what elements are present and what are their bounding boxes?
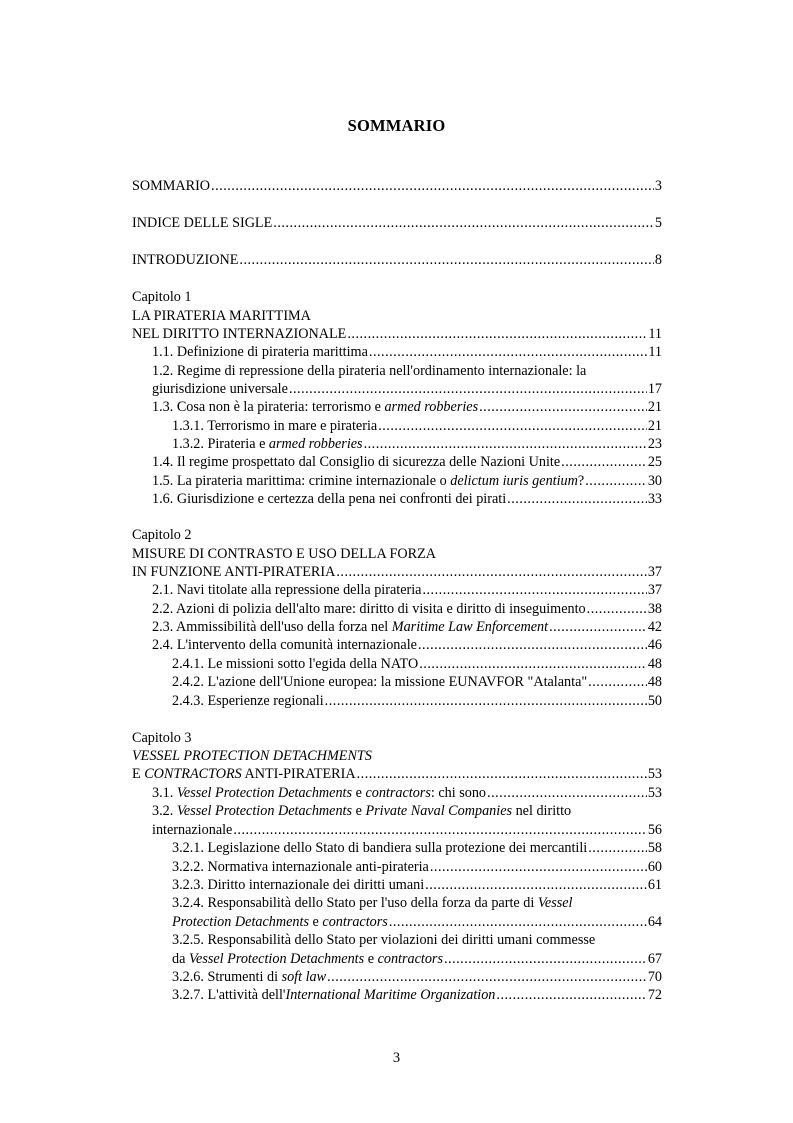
toc-entry-title [152,618,548,636]
toc-leader-dots [587,600,647,618]
toc-entry-italic: delictum iuris gentium [450,473,578,489]
toc-entry-title [132,289,192,305]
toc-leader-dots [588,839,647,857]
toc-leader-dots [430,858,647,876]
toc-leader-dots [389,913,647,931]
toc-entry-title [172,655,418,673]
toc-entry [132,177,662,195]
toc-entry [172,950,662,968]
toc-page-number: 42 [647,619,662,635]
toc-entry-title [172,417,377,435]
toc-entry-italic: armed robberies [384,399,479,415]
toc-entry-text: 3.2.2. Normativa internazionale anti-pirateria [172,859,429,875]
toc-entry-text: 3.1. [152,785,177,801]
toc-page-number: 60 [647,859,662,875]
toc-entry [172,931,595,949]
toc-entry-text: e [352,785,366,801]
toc-entry-title [172,673,587,691]
toc-entry [132,729,192,747]
toc-entry [152,581,662,599]
toc-page-number: 37 [647,582,662,598]
toc-entry-text: MISURE DI CONTRASTO E USO DELLA FORZA [132,546,436,562]
toc-entry-text: E [132,766,145,782]
toc-entry-text: SOMMARIO [132,178,211,194]
toc-entry [152,618,662,636]
toc-entry-italic: Maritime Law Enforcement [391,619,549,635]
toc-entry-text: e [364,951,378,967]
toc-entry-text: giurisdizione universale [152,381,288,397]
toc-entry-title [152,398,478,416]
toc-page-number: 37 [647,564,662,580]
toc-entry-text: 1.3.1. Terrorismo in mare e pirateria [172,418,378,434]
page-title: SOMMARIO [347,116,446,135]
toc-entry [172,913,662,931]
toc-entry-italic: contractors [365,785,431,801]
toc-entry [152,343,662,361]
toc-entry-text: LA PIRATERIA MARITTIMA [132,308,311,324]
toc-entry [172,839,662,857]
toc-leader-dots [211,177,654,195]
toc-entry [152,398,662,416]
toc-entry-text: 3.2.1. Legislazione dello Stato di bandiera sulla protezione dei mercantili [172,840,588,856]
toc-page-number: 72 [647,987,662,1003]
toc-page-number: 58 [647,840,662,856]
toc-entry-text: 3.2.6. Strumenti di [172,969,282,985]
toc-entry-italic: contractors [377,951,443,967]
toc-entry-title [172,435,363,453]
toc-entry [152,380,662,398]
toc-entry-title [132,177,210,195]
toc-leader-dots [327,968,647,986]
toc-entry [152,490,662,508]
toc-entry [132,526,192,544]
toc-entry-title [152,600,586,618]
toc-page-number: 11 [648,344,662,360]
toc-entry-italic: CONTRACTORS [144,766,242,782]
toc-entry [132,747,372,765]
toc-entry-text: Capitolo 3 [132,730,192,746]
toc-entry-title [152,581,421,599]
toc-entry-text: ANTI-PIRATERIA [241,766,356,782]
toc-entry-title [172,932,595,948]
toc-entry-italic: soft law [281,969,327,985]
toc-entry [172,876,662,894]
toc-leader-dots [496,986,646,1004]
toc-page-number: 67 [647,951,662,967]
toc-entry-text: 2.4.2. L'azione dell'Unione europea: la missione EUNAVFOR "Atalanta" [172,674,588,690]
toc-leader-dots [357,765,647,783]
toc-entry-title [132,748,372,764]
toc-entry [172,968,662,986]
toc-page-number: 50 [647,693,662,709]
toc-entry-title [132,214,272,232]
toc-page-number: 11 [648,326,662,342]
toc-entry-text: Capitolo 2 [132,527,192,543]
toc-leader-dots [289,380,647,398]
toc-entry [152,600,662,618]
toc-page-number: 21 [647,399,662,415]
toc-entry [172,692,662,710]
toc-leader-dots [549,618,647,636]
toc-entry-italic: VESSEL PROTECTION DETACHMENTS [132,748,372,764]
toc-entry [132,288,192,306]
toc-entry-italic: Protection Detachments [172,914,309,930]
toc-entry [132,214,662,232]
toc-entry [132,251,662,269]
toc-entry-title [152,784,486,802]
toc-entry-text: 3.2.5. Responsabilità dello Stato per violazioni dei diritti umani commesse [172,932,596,948]
toc-entry-text: 2.4. L'intervento della comunità internazionale [152,637,417,653]
toc-entry-text: 1.6. Giurisdizione e certezza della pena nei confronti dei pirati [152,491,507,507]
toc-entry-text: NEL DIRITTO INTERNAZIONALE [132,326,347,342]
toc-entry-title [152,821,232,839]
toc-entry-text: 3.2.3. Diritto internazionale dei diritti umani [172,877,425,893]
toc-entry-text: 1.3. Cosa non è la pirateria: terrorismo e [152,399,385,415]
toc-leader-dots [422,581,646,599]
toc-leader-dots [487,784,647,802]
toc-entry [132,765,662,783]
toc-entry-text: 3.2.7. L'attività dell' [172,987,286,1003]
toc-entry [172,858,662,876]
toc-entry-title [152,636,417,654]
toc-entry [152,362,586,380]
toc-entry [132,307,311,325]
toc-entry [172,894,573,912]
toc-entry-title [172,986,495,1004]
toc-entry-text: 1.3.2. Pirateria e [172,436,269,452]
toc-entry-text: 1.4. Il regime prospettato dal Consiglio di sicurezza delle Nazioni Unite [152,454,561,470]
toc-leader-dots [369,343,647,361]
toc-leader-dots [239,251,654,269]
toc-leader-dots [378,417,647,435]
toc-leader-dots [419,655,647,673]
toc-entry-title [152,803,571,819]
toc-entry-text: 2.4.3. Esperienze regionali [172,693,324,709]
toc-entry-title [172,968,326,986]
toc-entry-title [132,251,238,269]
toc-page-number: 56 [647,822,662,838]
toc-entry-text: IN FUNZIONE ANTI-PIRATERIA [132,564,336,580]
toc-entry-italic: International Maritime Organization [285,987,496,1003]
toc-page-number: 64 [647,914,662,930]
toc-entry-text: 2.4.1. Le missioni sotto l'egida della NATO [172,656,419,672]
toc-leader-dots [561,453,647,471]
toc-entry-text: 3.2.4. Responsabilità dello Stato per l'uso della forza da parte di [172,895,538,911]
toc-entry-text: 1.2. Regime di repressione della pirateria nell'ordinamento internazionale: la [152,363,587,379]
toc-entry-title [152,453,560,471]
toc-entry-text: : chi sono [430,785,487,801]
toc-entry-title [172,858,429,876]
toc-entry-text: 2.2. Azioni di polizia dell'alto mare: diritto di visita e diritto di inseguimento [152,601,586,617]
toc-page-number: 70 [647,969,662,985]
toc-entry [172,986,662,1004]
toc-entry-text: 1.1. Definizione di pirateria marittima [152,344,368,360]
toc-entry-title [132,765,356,783]
toc-entry-text: e [352,803,366,819]
toc-page-number: 48 [647,674,662,690]
toc-leader-dots [425,876,647,894]
toc-page-number: 53 [647,766,662,782]
toc-entry-title [152,380,288,398]
toc-entry [152,472,662,490]
toc-entry-text: 1.5. La pirateria marittima: crimine internazionale o [152,473,451,489]
toc-page-number: 38 [647,601,662,617]
toc-entry-title [152,343,368,361]
toc-entry-title [132,546,436,562]
toc-entry-italic: Vessel [537,895,573,911]
toc-entry-text: 3.2. [152,803,177,819]
toc-entry [152,453,662,471]
toc-leader-dots [418,636,647,654]
toc-page-number: 23 [647,436,662,452]
toc-entry-title [132,325,346,343]
toc-page-number: 33 [647,491,662,507]
toc-leader-dots [325,692,647,710]
toc-page-number: 8 [654,252,662,268]
toc-page-number: 30 [647,473,662,489]
page-number: 3 [392,1050,401,1066]
toc-page-number: 46 [647,637,662,653]
toc-entry-title [152,490,506,508]
toc-entry [132,545,436,563]
toc-page-number: 25 [647,454,662,470]
toc-entry-title [152,363,586,379]
toc-leader-dots [588,673,647,691]
toc-entry-title [152,472,584,490]
toc-entry-text: ? [577,473,585,489]
toc-entry-italic: Vessel Protection Detachments [188,951,365,967]
toc-page-number: 5 [654,215,662,231]
toc-leader-dots [585,472,647,490]
toc-entry-italic: armed robberies [268,436,363,452]
toc-entry-text: 2.1. Navi titolate alla repressione della pirateria [152,582,422,598]
toc-entry-text: Capitolo 1 [132,289,192,305]
toc-leader-dots [364,435,647,453]
toc-entry-italic: Vessel Protection Detachments [176,803,353,819]
toc-entry-title [172,913,388,931]
toc-entry [152,802,571,820]
toc-entry [172,655,662,673]
toc-entry-italic: contractors [322,914,388,930]
toc-entry-text: nel diritto [512,803,572,819]
toc-entry-italic: Private Naval Companies [365,803,513,819]
toc-entry-text: 2.3. Ammissibilità dell'uso della forza nel [152,619,392,635]
toc-entry-text: INTRODUZIONE [132,252,239,268]
toc-entry-text: e [308,914,323,930]
toc-leader-dots [233,821,646,839]
toc-entry [152,784,662,802]
toc-entry-text: INDICE DELLE SIGLE [132,215,273,231]
toc-entry [132,563,662,581]
toc-page-number: 61 [647,877,662,893]
toc-entry [172,673,662,691]
toc-entry-text: internazionale [152,822,233,838]
toc-entry-title [172,950,443,968]
toc-leader-dots [336,563,646,581]
toc-entry-italic: Vessel Protection Detachments [176,785,353,801]
toc-entry [152,821,662,839]
toc-page-number: 17 [647,381,662,397]
toc-page-number: 3 [654,178,662,194]
toc-entry-title [132,563,335,581]
toc-entry-title [132,730,192,746]
toc-entry [152,636,662,654]
toc-leader-dots [507,490,647,508]
toc-leader-dots [479,398,647,416]
toc-entry-title [132,527,192,543]
toc-page-number: 21 [647,418,662,434]
toc-entry [172,417,662,435]
toc-entry-title [172,876,424,894]
toc-entry [132,325,662,343]
toc-entry-title [172,692,324,710]
toc-leader-dots [444,950,647,968]
toc-leader-dots [347,325,647,343]
toc-page-number: 53 [647,785,662,801]
toc-entry-title [132,308,311,324]
toc-entry-title [172,895,573,911]
toc-page-number: 48 [647,656,662,672]
toc-entry-text: da [172,951,189,967]
toc-leader-dots [273,214,654,232]
toc-entry-title [172,839,587,857]
toc-entry [172,435,662,453]
